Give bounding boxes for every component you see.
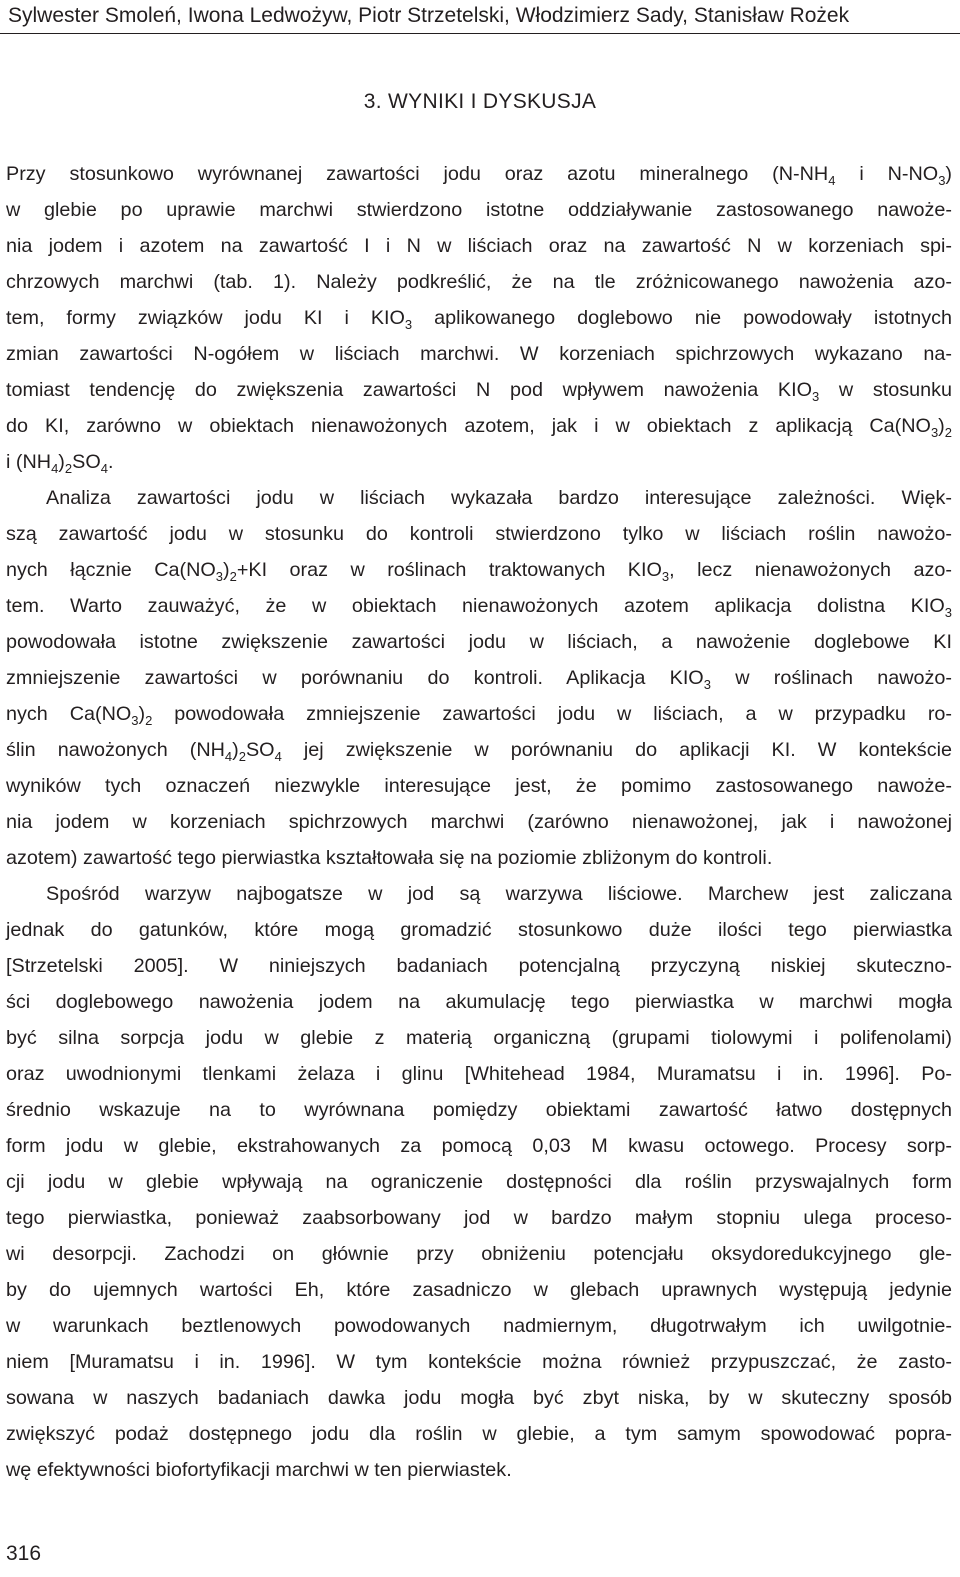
- body-line: oraz uwodnionymi tlenkami żelaza i glinu [Whitehead 1984, Muramatsu i in. 1996]. Po-: [6, 1063, 952, 1085]
- body-line: chrzowych marchwi (tab. 1). Należy podkreślić, że na tle zróżnicowanego nawożenia azo-: [6, 271, 952, 293]
- body-line: w glebie po uprawie marchwi stwierdzono istotne oddziaływanie zastosowanego nawoże-: [6, 199, 952, 221]
- body-line: nia jodem i azotem na zawartość I i N w liściach oraz na zawartość N w korzeniach spi-: [6, 235, 952, 257]
- body-line: zwiększyć podaż dostępnego jodu dla roślin w glebie, a tym samym spowodować popra-: [6, 1423, 952, 1445]
- body-line: Spośród warzyw najbogatsze w jod są warzywa liściowe. Marchew jest zaliczana: [46, 883, 952, 905]
- body-line: cji jodu w glebie wpływają na ograniczenie dostępności dla roślin przyswajalnych form: [6, 1171, 952, 1193]
- page-number: 316: [6, 1542, 42, 1565]
- header-rule: [0, 33, 960, 34]
- body-line: [Strzetelski 2005]. W niniejszych badaniach potencjalną przyczyną niskiej skuteczno-: [6, 955, 952, 977]
- body-line: nych $Ca(NO_3)_2$ powodowała zmniejszenie zawartości jodu w liściach, a w przypadku ro-: [6, 703, 952, 728]
- body-line: szą zawartość jodu w stosunku do kontroli stwierdzono tylko w liściach roślin nawożo-: [6, 523, 952, 545]
- body-line: nych łącznie $Ca(NO_3)_2+KI$ oraz w roślinach traktowanych $KIO_3$, lecz nienawożonych azo-: [6, 559, 952, 584]
- body-line: zmian zawartości N-ogółem w liściach marchwi. W korzeniach spichrzowych wykazano na-: [6, 343, 952, 365]
- body-line: by do ujemnych wartości Eh, które zasadniczo w glebach uprawnych występują jedynie: [6, 1279, 952, 1301]
- body-line: ślin nawożonych $(NH_4)_2SO_4$ jej zwiększenie w porównaniu do aplikacji KI. W kontekście: [6, 739, 952, 764]
- body-line: wi desorpcji. Zachodzi on głównie przy obniżeniu potencjału oksydoredukcyjnego gle-: [6, 1243, 952, 1265]
- body-line: tego pierwiastka, ponieważ zaabsorbowany jod w bardzo małym stopniu ulega proceso-: [6, 1207, 952, 1229]
- body-line: tomiast tendencję do zwiększenia zawartości N pod wpływem nawożenia $KIO_3$ w stosunku: [6, 379, 952, 404]
- body-line: wyników tych oznaczeń niezwykle interesujące jest, że pomimo zastosowanego nawoże-: [6, 775, 952, 797]
- body-line: azotem) zawartość tego pierwiastka kształtowała się na poziomie zbliżonym do kontroli.: [6, 847, 773, 869]
- body-line: Przy stosunkowo wyrównanej zawartości jodu oraz azotu mineralnego ($N-NH_4$ i $N-NO_3$): [6, 163, 953, 188]
- body-line: sowana w naszych badaniach dawka jodu mogła być zbyt niska, by w skuteczny sposób: [6, 1387, 952, 1409]
- body-line: niem [Muramatsu i in. 1996]. W tym kontekście można również przypuszczać, że zasto-: [6, 1351, 952, 1373]
- body-line: Analiza zawartości jodu w liściach wykazała bardzo interesujące zależności. Więk-: [46, 487, 952, 509]
- body-line: do KI, zarówno w obiektach nienawożonych azotem, jak i w obiektach z aplikacją $Ca(NO_3)_2$: [6, 415, 952, 440]
- body-line: tem. Warto zauważyć, że w obiektach nienawożonych azotem aplikacja dolistna $KIO_3$: [6, 595, 952, 620]
- body-line: ści doglebowego nawożenia jodem na akumulację tego pierwiastka w marchwi mogła: [6, 991, 952, 1013]
- section-title: 3. WYNIKI I DYSKUSJA: [363, 90, 597, 113]
- body-line: w warunkach beztlenowych powodowanych nadmiernym, długotrwałym ich uwilgotnie-: [6, 1315, 952, 1337]
- body-line: średnio wskazuje na to wyrównana pomiędzy obiektami zawartość łatwo dostępnych: [6, 1099, 952, 1121]
- body-line: jednak do gatunków, które mogą gromadzić stosunkowo duże ilości tego pierwiastka: [6, 919, 952, 941]
- body-line: wę efektywności biofortyfikacji marchwi w ten pierwiastek.: [6, 1459, 512, 1481]
- body-line: tem, formy związków jodu KI i $KIO_3$ aplikowanego doglebowo nie powodowały istotnych: [6, 307, 952, 332]
- body-line: i $(NH_4)_2SO_4$.: [6, 451, 114, 476]
- body-line: form jodu w glebie, ekstrahowanych za pomocą 0,03 M kwasu octowego. Procesy sorp-: [6, 1135, 952, 1157]
- body-line: zmniejszenie zawartości w porównaniu do kontroli. Aplikacja $KIO_3$ w roślinach nawożo-: [6, 667, 952, 692]
- body-line: powodowała istotne zwiększenie zawartości jodu w liściach, a nawożenie doglebowe KI: [6, 631, 952, 653]
- body-line: nia jodem w korzeniach spichrzowych marchwi (zarówno nienawożonej, jak i nawożonej: [6, 811, 952, 833]
- running-header-authors: Sylwester Smoleń, Iwona Ledwożyw, Piotr Strzetelski, Włodzimierz Sady, Stanisław Rożek: [8, 4, 850, 27]
- body-line: być silna sorpcja jodu w glebie z materią organiczną (grupami tiolowymi i polifenolami): [6, 1027, 952, 1049]
